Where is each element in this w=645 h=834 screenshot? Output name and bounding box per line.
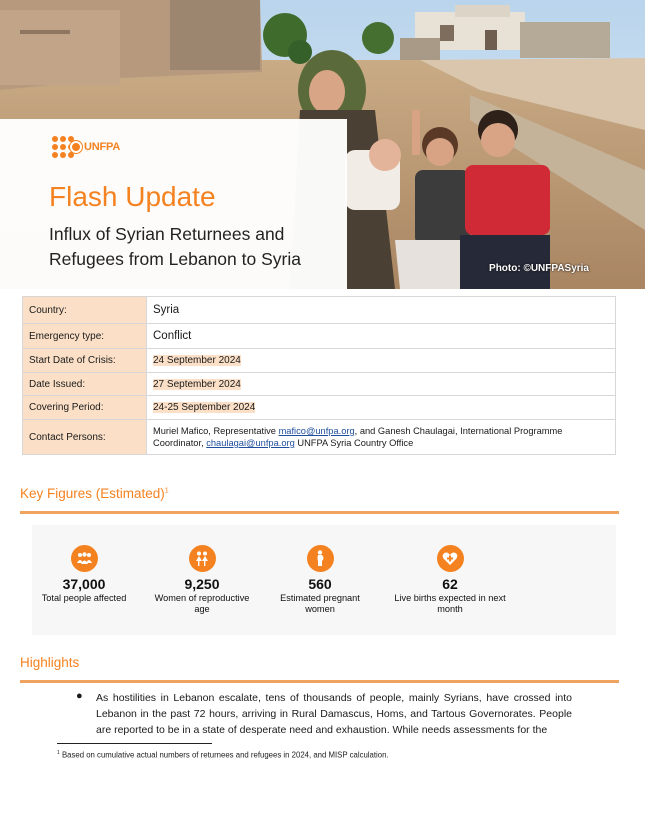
highlight-bullet-text: As hostilities in Lebanon escalate, tens of thousands of people, mainly Syrians, have crossed into Lebanon in the past 72 hours, arriving in Rural Damascus, Homs, and Tartous Governorates. People are reported to be in a state of desperate need and exhaustion. While needs assessments for the	[96, 692, 572, 736]
page-subtitle: Influx of Syrian Returnees and Refugees from Lebanon to Syria	[49, 224, 301, 269]
highlights-rule	[20, 680, 619, 683]
value-contact-persons	[147, 420, 616, 455]
label-country: Country:	[23, 297, 147, 324]
figure-pregnant-women	[272, 545, 368, 615]
women-icon	[189, 545, 216, 572]
figure-label: Total people affected	[41, 593, 127, 603]
key-figures-rule	[20, 511, 619, 514]
label-emergency-type: Emergency type:	[23, 324, 147, 349]
table-row	[23, 420, 616, 455]
footnote-number: 1	[57, 750, 60, 756]
info-table	[22, 296, 616, 455]
footnote-marker: 1	[164, 487, 169, 495]
highlights-heading: Highlights	[20, 655, 80, 670]
value-date-issued: 27 September 2024	[153, 378, 241, 390]
footnote-divider	[57, 743, 212, 744]
label-start-date: Start Date of Crisis:	[23, 349, 147, 373]
key-figures-heading-text: Key Figures (Estimated)	[20, 486, 165, 501]
figure-number: 9,250	[184, 576, 220, 592]
table-row	[23, 396, 616, 420]
table-row	[23, 297, 616, 324]
footnote	[57, 750, 389, 760]
value-country: Syria	[147, 297, 616, 324]
value-start-date: 24 September 2024	[153, 355, 241, 366]
key-figures-heading	[20, 486, 169, 501]
contact-text-3: UNFPA Syria Country Office	[294, 438, 414, 448]
table-row	[23, 373, 616, 396]
figure-label: Live births expected in next month	[394, 593, 506, 614]
key-figures-panel	[32, 525, 616, 635]
unfpa-logo	[52, 136, 120, 158]
page-title: Flash Update	[49, 181, 216, 212]
email-link-chaulagai[interactable]: chaulagai@unfpa.org	[206, 438, 295, 448]
label-date-issued: Date Issued:	[23, 373, 147, 396]
figure-number: 37,000	[62, 576, 106, 592]
figure-label: Women of reproductive age	[154, 593, 250, 614]
figure-women-reproductive	[149, 545, 255, 615]
figure-number: 62	[442, 576, 458, 592]
contact-text-2: , and Ganesh Chaulagai, International Programme Coordinator,	[153, 426, 563, 448]
table-row	[23, 324, 616, 349]
logo-text: UNFPA	[84, 141, 121, 153]
figure-number: 560	[308, 576, 332, 592]
pregnant-woman-icon	[307, 545, 334, 572]
footnote-text: Based on cumulative actual numbers of returnees and refugees in 2024, and MISP calculation.	[59, 750, 389, 760]
figure-label: Estimated pregnant women	[280, 593, 360, 614]
email-link-mafico[interactable]: mafico@unfpa.org	[278, 426, 355, 436]
value-emergency-type: Conflict	[147, 324, 616, 349]
photo-credit: Photo: ©UNFPASyria	[489, 263, 589, 274]
heart-plus-icon	[437, 545, 464, 572]
label-covering-period: Covering Period:	[23, 396, 147, 420]
figure-total-affected	[32, 545, 136, 604]
bullet-icon: ●	[76, 690, 83, 702]
people-group-icon	[71, 545, 98, 572]
label-contact-persons: Contact Persons:	[23, 420, 147, 455]
figure-live-births	[384, 545, 516, 615]
value-covering-period: 24-25 September 2024	[153, 402, 256, 413]
table-row	[23, 349, 616, 373]
contact-text-1: Muriel Mafico, Representative	[153, 426, 279, 436]
globe-icon	[70, 141, 82, 153]
